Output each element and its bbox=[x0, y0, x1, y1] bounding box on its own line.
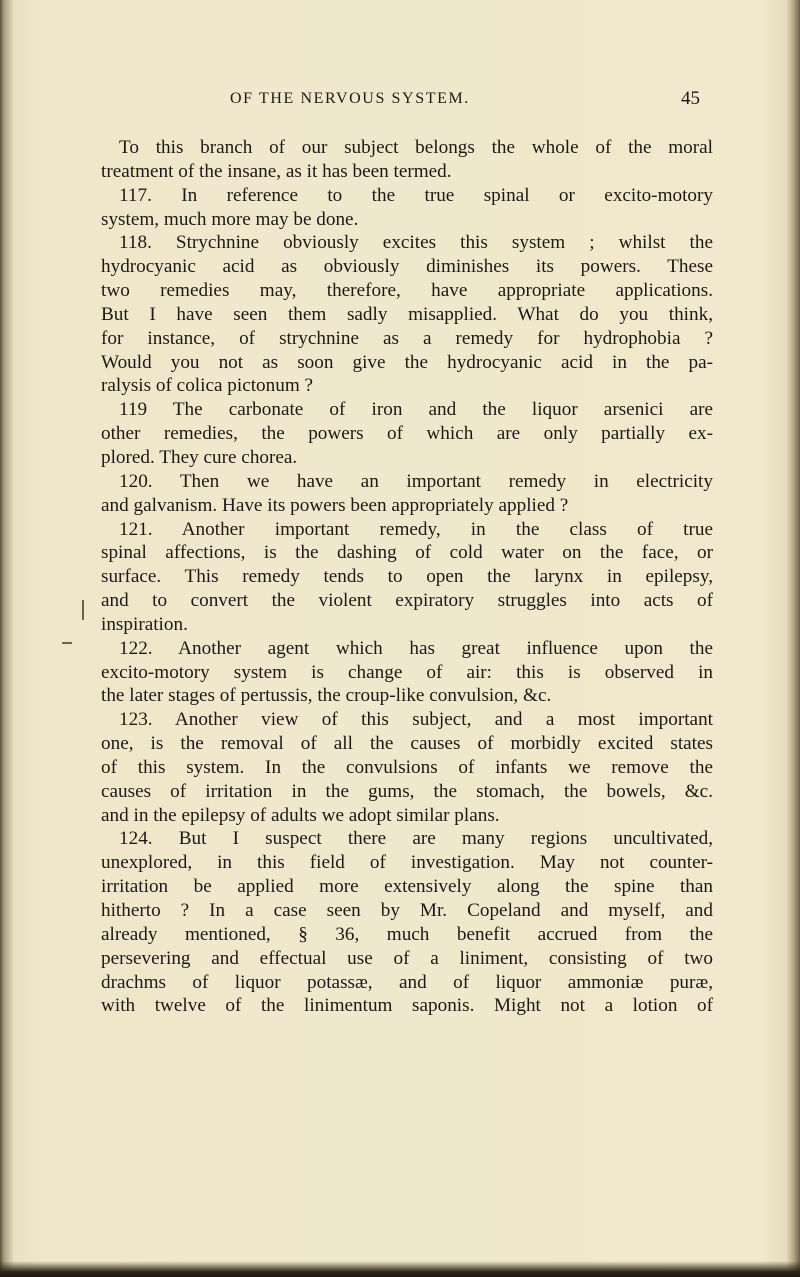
text-line: 122. Another agent which has great influence upon the bbox=[119, 637, 713, 659]
running-header bbox=[230, 90, 700, 114]
text-line: Would you not as soon give the hydrocyanic acid in the pa- bbox=[101, 351, 713, 373]
text-line: unexplored, in this field of investigation. May not counter- bbox=[101, 852, 713, 874]
text-line: system, much more may be done. bbox=[101, 208, 359, 230]
text-line: two remedies may, therefore, have appropriate applications. bbox=[101, 280, 713, 302]
text-line: and in the epilepsy of adults we adopt similar plans. bbox=[101, 804, 500, 826]
text-line: treatment of the insane, as it has been termed. bbox=[101, 160, 452, 182]
text-line: 124. But I suspect there are many regions uncultivated, bbox=[119, 828, 713, 850]
text-line: with twelve of the linimentum saponis. Might not a lotion of bbox=[101, 995, 713, 1017]
text-line: spinal affections, is the dashing of cold water on the face, or bbox=[101, 542, 713, 564]
text-line: ralysis of colica pictonum ? bbox=[101, 375, 314, 397]
text-line: the later stages of pertussis, the croup-like convulsion, &c. bbox=[101, 685, 552, 707]
text-line: and galvanism. Have its powers been appropriately applied ? bbox=[101, 494, 569, 516]
header-title: OF THE NERVOUS SYSTEM. bbox=[230, 90, 470, 107]
text-line: 123. Another view of this subject, and a most important bbox=[119, 709, 713, 731]
text-line: 117. In reference to the true spinal or excito-motory bbox=[119, 184, 713, 206]
text-line: inspiration. bbox=[101, 613, 188, 635]
text-line: 119 The carbonate of iron and the liquor arsenici are bbox=[119, 399, 713, 421]
text-line: plored. They cure chorea. bbox=[101, 446, 298, 468]
page-number: 45 bbox=[681, 88, 700, 109]
text-line: one, is the removal of all the causes of morbidly excited states bbox=[101, 733, 713, 755]
page-bottom-shadow bbox=[0, 1261, 800, 1277]
text-line: 118. Strychnine obviously excites this system ; whilst the bbox=[119, 232, 713, 254]
text-line: 120. Then we have an important remedy in electricity bbox=[119, 470, 713, 492]
text-line: To this branch of our subject belongs the whole of the moral bbox=[119, 137, 713, 158]
text-line: of this system. In the convulsions of infants we remove the bbox=[101, 756, 713, 778]
margin-dash bbox=[62, 642, 72, 644]
text-line: But I have seen them sadly misapplied. What do you think, bbox=[101, 303, 713, 325]
text-line: for instance, of strychnine as a remedy for hydrophobia ? bbox=[101, 327, 713, 349]
text-line: causes of irritation in the gums, the stomach, the bowels, &c. bbox=[101, 780, 713, 802]
text-line: surface. This remedy tends to open the larynx in epilepsy, bbox=[101, 566, 713, 588]
text-line: other remedies, the powers of which are only partially ex- bbox=[101, 423, 713, 445]
text-line: hitherto ? In a case seen by Mr. Copeland and myself, and bbox=[101, 900, 713, 921]
text-line: drachms of liquor potassæ, and of liquor ammoniæ puræ, bbox=[101, 971, 713, 993]
text-line: already mentioned, § 36, much benefit accrued from the bbox=[101, 923, 713, 945]
text-line: excito-motory system is change of air: this is observed in bbox=[101, 661, 713, 683]
text-line: and to convert the violent expiratory struggles into acts of bbox=[101, 590, 713, 612]
text-line: irritation be applied more extensively along the spine than bbox=[101, 876, 713, 898]
text-line: hydrocyanic acid as obviously diminishes its powers. These bbox=[101, 256, 713, 278]
body-text bbox=[101, 136, 713, 1018]
text-line: 121. Another important remedy, in the class of true bbox=[119, 518, 713, 540]
margin-mark bbox=[82, 600, 84, 620]
text-line: persevering and effectual use of a liniment, consisting of two bbox=[101, 947, 713, 969]
